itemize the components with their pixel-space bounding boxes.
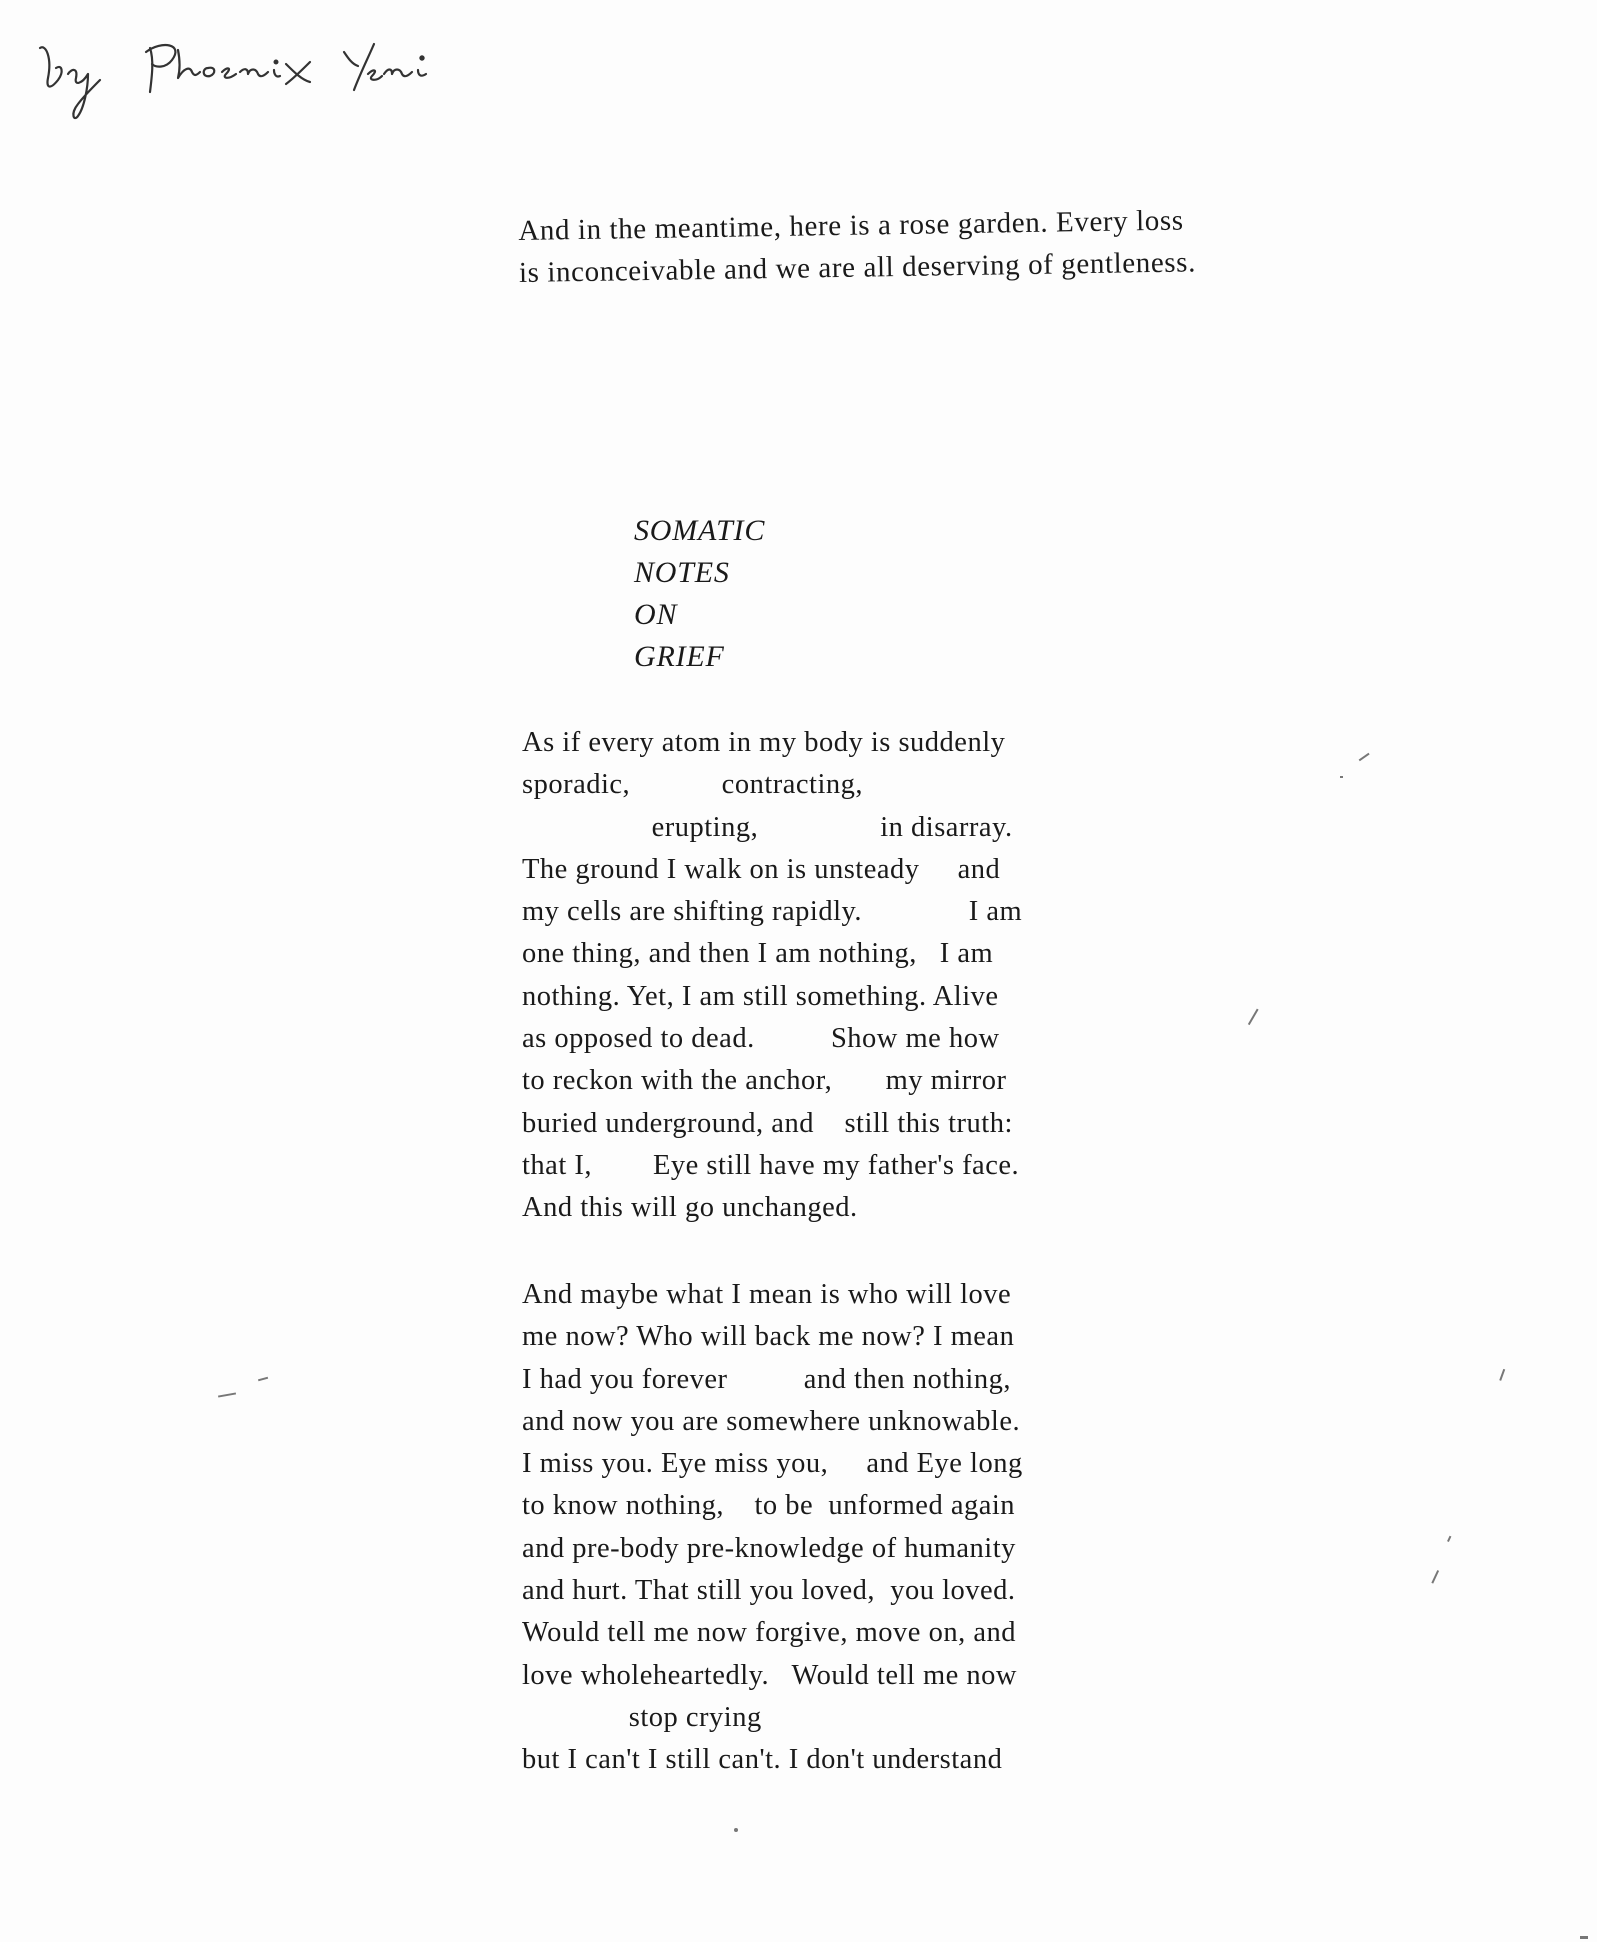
poem-line: to know nothing, to be unformed again: [522, 1490, 1016, 1522]
scan-speck: [258, 1377, 268, 1381]
poem-line: to reckon with the anchor, my mirror: [522, 1065, 1007, 1097]
handwritten-signature: [22, 18, 442, 128]
scan-speck: [734, 1828, 738, 1832]
signature-scribble: [22, 18, 442, 128]
poem-line: love wholeheartedly. Would tell me now: [522, 1659, 1017, 1691]
poem-line: And maybe what I mean is who will love: [522, 1279, 1012, 1310]
poem-line: but I can't I still can't. I don't understand: [522, 1744, 1003, 1776]
scan-speck: [218, 1392, 236, 1397]
intro-paragraph: [518, 197, 1349, 294]
poem-line: The ground I walk on is unsteady and: [522, 853, 1001, 885]
poem-line: And this will go unchanged.: [522, 1192, 858, 1224]
scan-speck: [1447, 1536, 1451, 1542]
intro-line: And in the meantime, here is a rose garden. Every loss: [518, 204, 1184, 247]
poem-line: and hurt. That still you loved, you loved.: [522, 1575, 1016, 1607]
title-line: GRIEF: [634, 640, 725, 673]
poem-line: As if every atom in my body is suddenly: [522, 727, 1006, 758]
poem-line: Would tell me now forgive, move on, and: [522, 1617, 1016, 1649]
intro-line: is inconceivable and we are all deserving of gentleness.: [518, 246, 1197, 289]
poem-line: as opposed to dead. Show me how: [522, 1023, 1000, 1055]
poem-line: erupting, in disarray.: [522, 811, 1013, 843]
poem-line: nothing. Yet, I am still something. Alive: [522, 980, 999, 1012]
poem-line: and now you are somewhere unknowable.: [522, 1405, 1021, 1437]
poem-line: one thing, and then I am nothing, I am: [522, 938, 994, 970]
scan-speck: [1431, 1570, 1438, 1583]
scan-speck: [1359, 753, 1370, 761]
poem-title: [634, 510, 765, 678]
scan-speck: [1499, 1369, 1505, 1381]
title-line: NOTES: [634, 556, 730, 589]
scan-speck: [1248, 1009, 1258, 1025]
poem-line: I had you forever and then nothing,: [522, 1363, 1011, 1395]
poem-line: buried underground, and still this truth:: [522, 1107, 1013, 1139]
poem-line: and pre-body pre-knowledge of humanity: [522, 1532, 1016, 1564]
poem-stanza-1: [522, 722, 1132, 1230]
poem-line: my cells are shifting rapidly. I am: [522, 896, 1023, 928]
poem-stanza-2: [522, 1274, 1132, 1782]
title-line: ON: [634, 598, 678, 631]
poem-line: sporadic, contracting,: [522, 769, 863, 801]
scan-speck: [1340, 776, 1343, 778]
poem-line: that I, Eye still have my father's face.: [522, 1149, 1020, 1181]
title-line: SOMATIC: [634, 514, 766, 547]
poem-line: I miss you. Eye miss you, and Eye long: [522, 1448, 1023, 1480]
poem-line: stop crying: [522, 1701, 762, 1733]
scan-speck: [1580, 1936, 1588, 1939]
poem-line: me now? Who will back me now? I mean: [522, 1321, 1015, 1353]
